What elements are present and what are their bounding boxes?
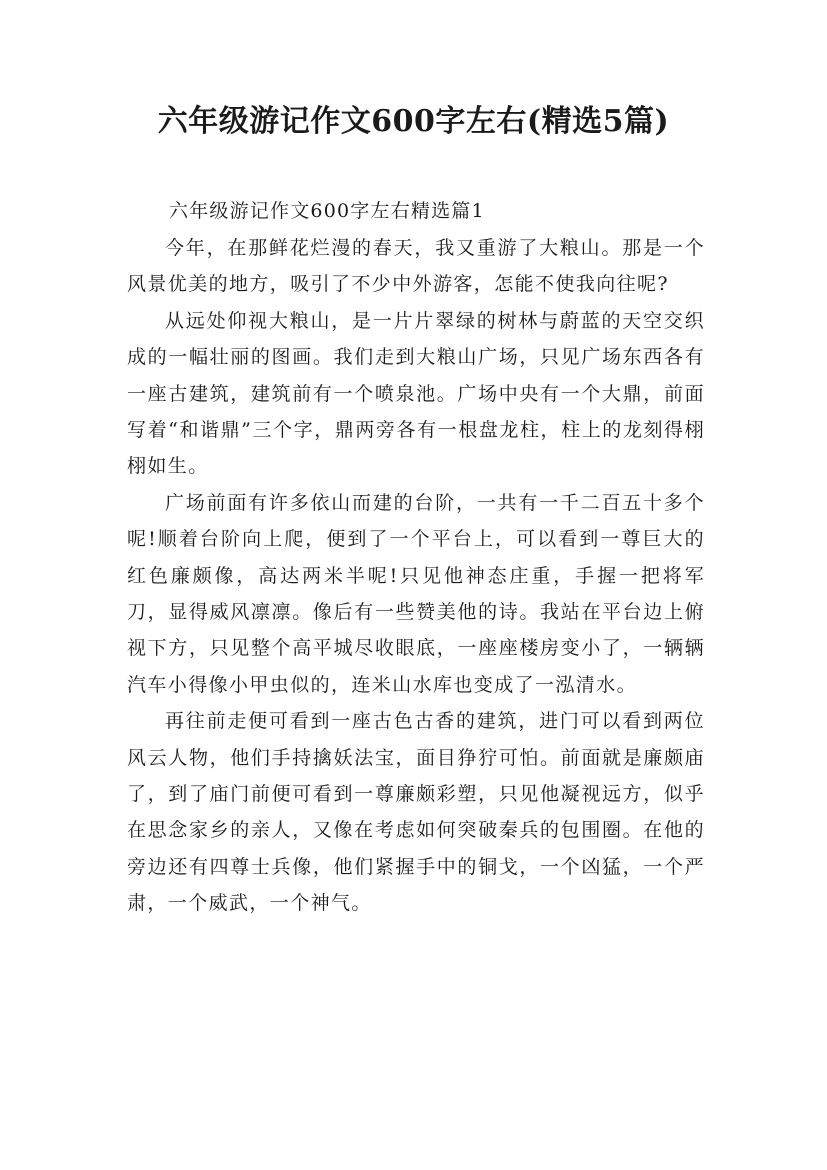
paragraph-1: 今年，在那鲜花烂漫的春天，我又重游了大粮山。那是一个风景优美的地方，吸引了不少中外游客，怎能不使我向往呢? xyxy=(127,237,705,296)
document-body xyxy=(127,193,705,921)
document-title: 六年级游记作文600字左右(精选5篇) xyxy=(157,104,670,139)
paragraph-3: 广场前面有许多依山而建的台阶，一共有一千二百五十多个呢!顺着台阶向上爬，便到了一个平台上，可以看到一尊巨大的红色廉颇像，高达两米半呢!只见他神态庄重，手握一把将军刀，显得威风凛凛。像后有一些赞美他的诗。我站在平台边上俯视下方，只见整个高平城尽收眼底，一座座楼房变小了，一辆辆汽车小得像小甲虫似的，连米山水库也变成了一泓清水。 xyxy=(127,492,705,696)
paragraph-2: 从远处仰视大粮山，是一片片翠绿的树林与蔚蓝的天空交织成的一幅壮丽的图画。我们走到大粮山广场，只见广场东西各有一座古建筑，建筑前有一个喷泉池。广场中央有一个大鼎，前面写着“和谐鼎”三个字，鼎两旁各有一根盘龙柱，柱上的龙刻得栩栩如生。 xyxy=(127,310,705,478)
section-heading: 六年级游记作文600字左右精选篇1 xyxy=(169,200,485,222)
paragraph-4: 再往前走便可看到一座古色古香的建筑，进门可以看到两位风云人物，他们手持擒妖法宝，面目狰狞可怕。前面就是廉颇庙了，到了庙门前便可看到一尊廉颇彩塑，只见他凝视远方，似乎在思念家乡的亲人，又像在考虑如何突破秦兵的包围圈。在他的旁边还有四尊士兵像，他们紧握手中的铜戈，一个凶猛，一个严肃，一个威武，一个神气。 xyxy=(127,710,705,914)
